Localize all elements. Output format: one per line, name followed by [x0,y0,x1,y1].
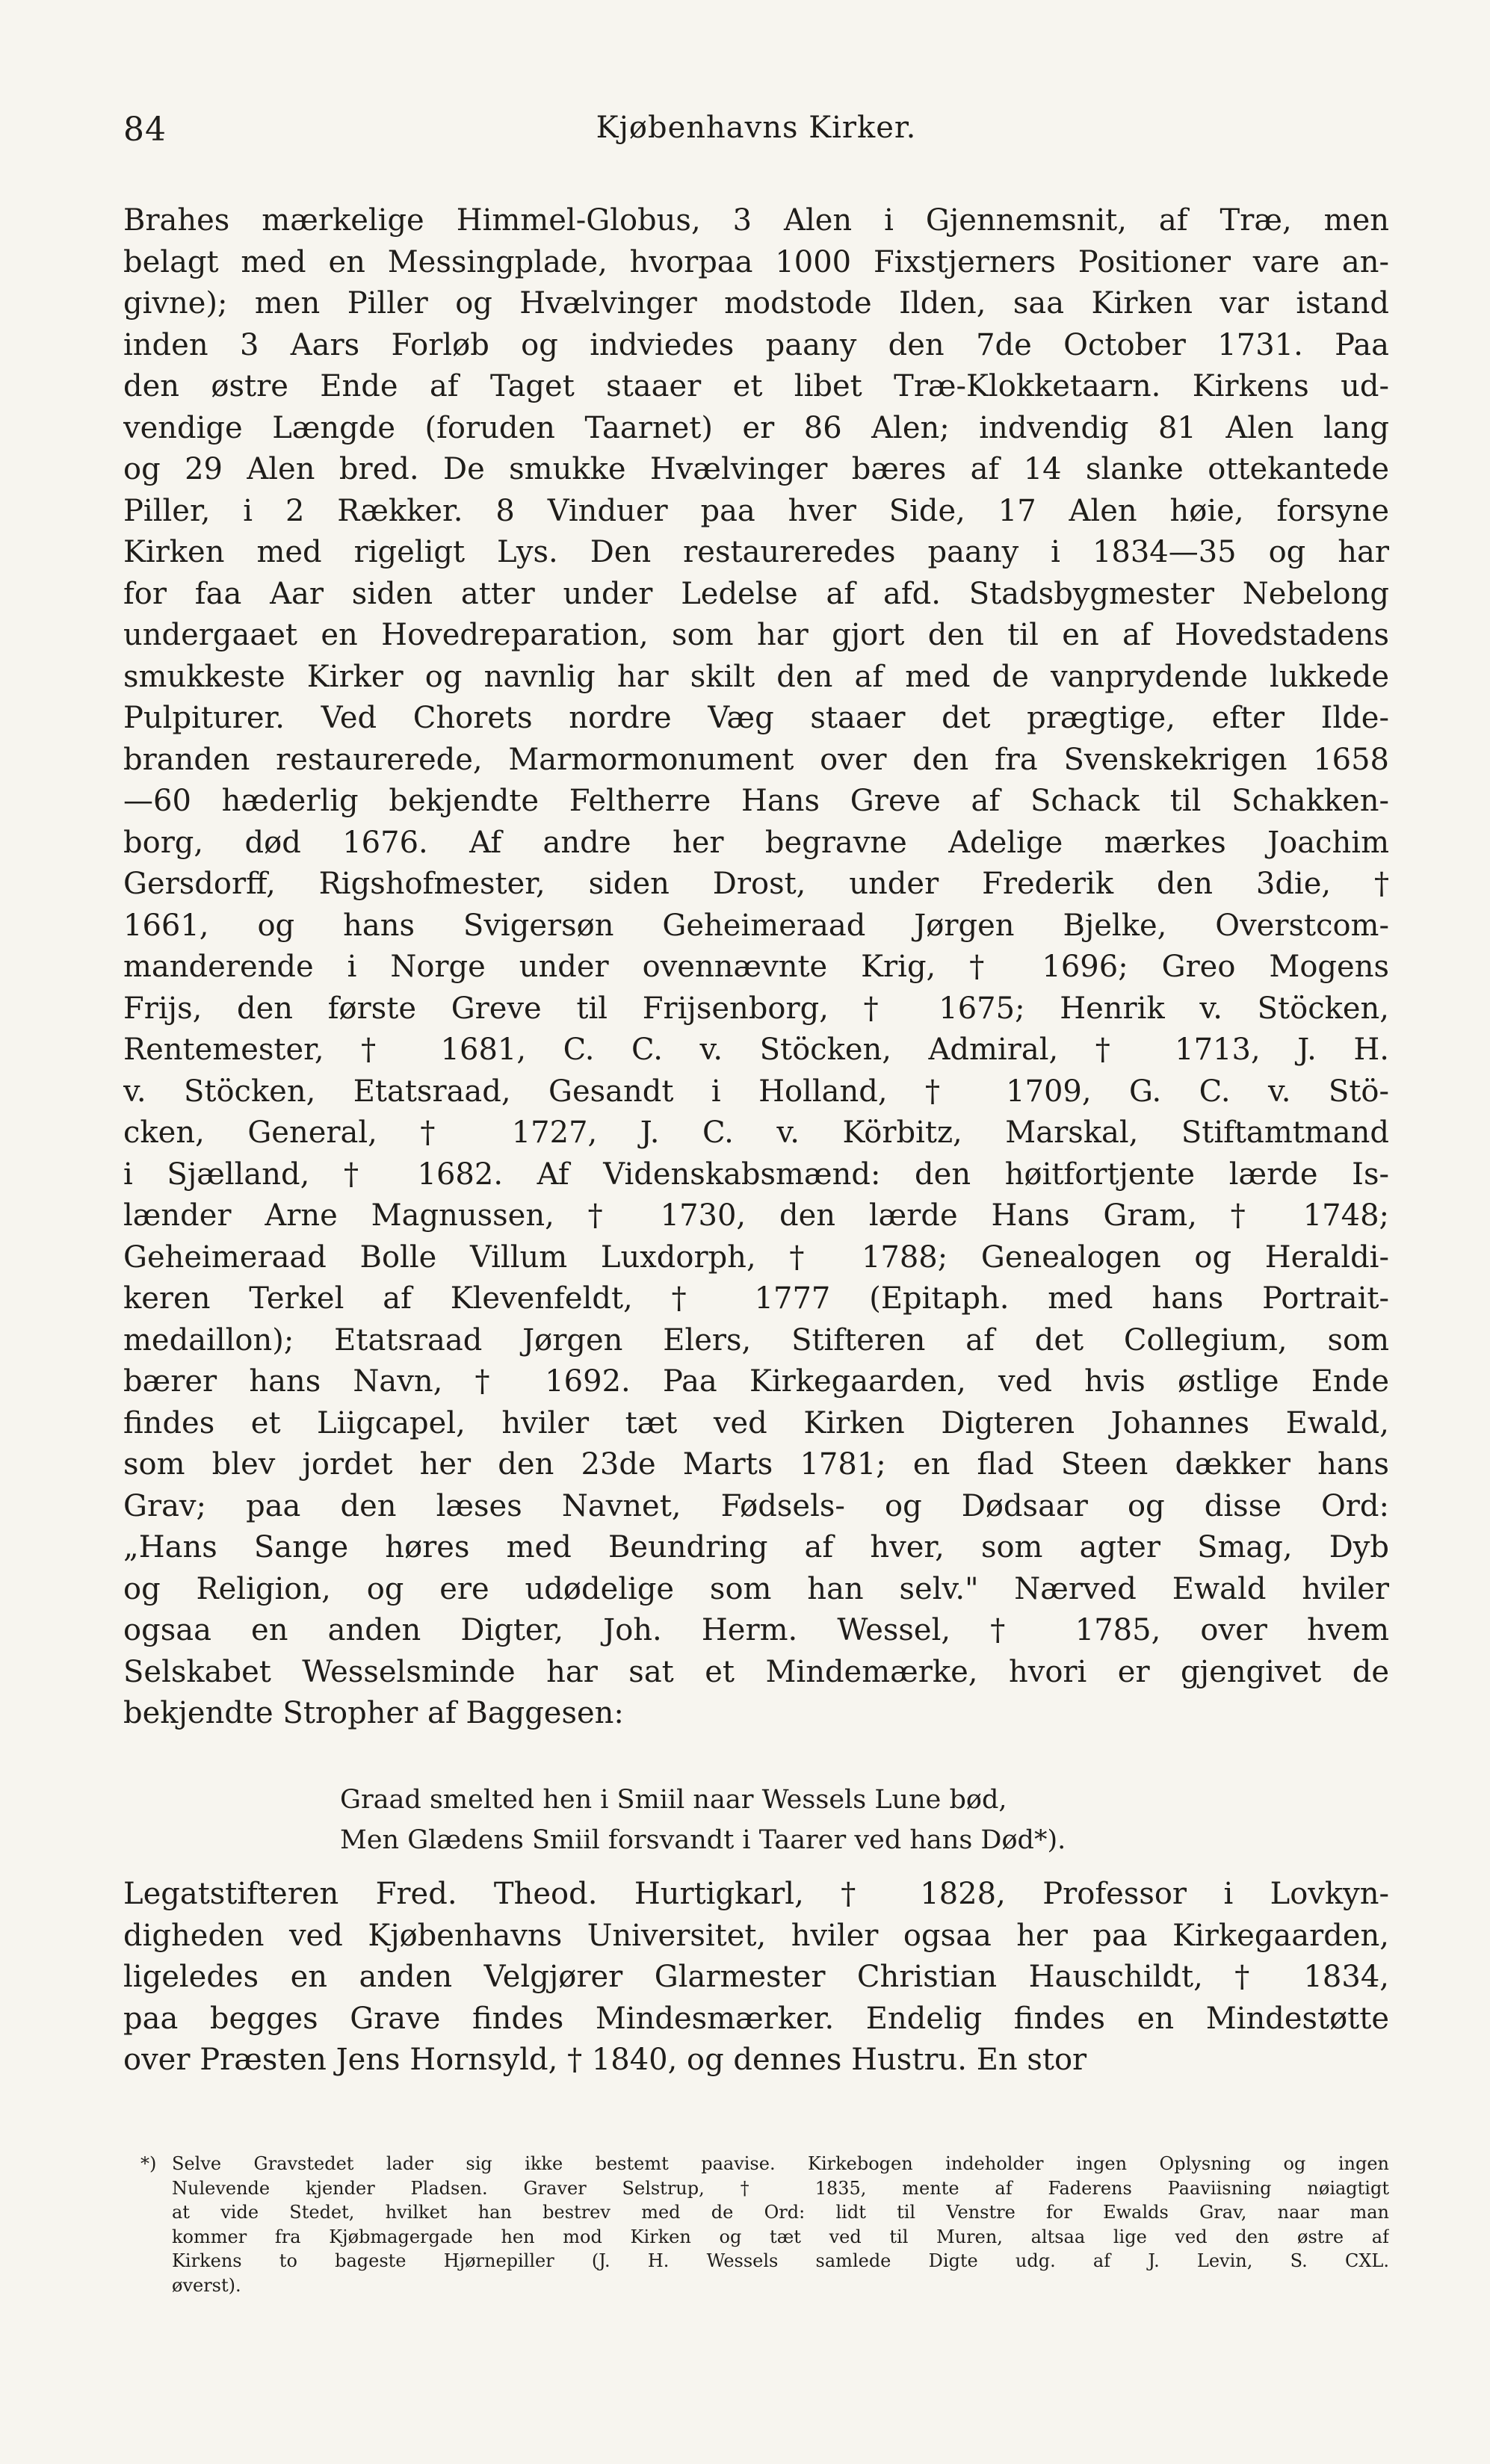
verse-line: Graad smelted hen i Smiil naar Wessels Lune bød, [340,1785,1007,1815]
footnote [140,2152,1389,2297]
text-line: Piller, i 2 Rækker. 8 Vinduer paa hver Side, 17 Alen høie, forsyne [123,493,1389,528]
text-line: v. Stöcken, Etatsraad, Gesandt i Holland, † 1709, G. C. v. Stö- [123,1074,1389,1109]
running-head: Kjøbenhavns Kirker. [596,111,917,145]
text-line: og Religion, og ere udødelige som han selv." Nærved Ewald hviler [123,1571,1389,1606]
text-line: bekjendte Stropher af Baggesen: [123,1696,624,1730]
text-line: belagt med en Messingplade, hvorpaa 1000 Fixstjerners Positioner vare an- [123,244,1389,279]
text-line: inden 3 Aars Forløb og indviedes paany den 7de October 1731. Paa [123,327,1389,362]
text-line: cken, General, † 1727, J. C. v. Körbitz, Marskal, Stiftamtmand [123,1115,1389,1150]
text-line: 1661, og hans Svigersøn Geheimeraad Jørgen Bjelke, Overstcom- [123,908,1389,943]
footnote-line: Kirkens to bageste Hjørnepiller (J. H. Wessels samlede Digte udg. af J. Levin, S. CXL. [172,2250,1389,2271]
footnote-line: kommer fra Kjøbmagergade hen mod Kirken og tæt ved til Muren, altsaa lige ved den østre af [172,2226,1389,2247]
text-line: borg, død 1676. Af andre her begravne Adelige mærkes Joachim [123,825,1389,860]
text-line: den østre Ende af Taget staaer et libet Træ-Klokketaarn. Kirkens ud- [123,369,1389,403]
text-line: vendige Længde (foruden Taarnet) er 86 Alen; indvendig 81 Alen lang [123,410,1389,445]
text-line: Grav; paa den læses Navnet, Fødsels- og Dødsaar og disse Ord: [123,1488,1389,1523]
text-line: digheden ved Kjøbenhavns Universitet, hviler ogsaa her paa Kirkegaarden, [123,1918,1389,1953]
text-line: —60 hæderlig bekjendte Feltherre Hans Greve af Schack til Schakken- [123,784,1389,818]
text-line: smukkeste Kirker og navnlig har skilt den af med de vanprydende lukkede [123,659,1389,694]
text-line: Rentemester, † 1681, C. C. v. Stöcken, Admiral, † 1713, J. H. [123,1033,1389,1067]
text-line: Gersdorff, Rigshofmester, siden Drost, under Frederik den 3die, † [123,867,1389,901]
text-line: findes et Liigcapel, hviler tæt ved Kirken Digteren Johannes Ewald, [123,1405,1389,1440]
text-line: Selskabet Wesselsminde har sat et Mindemærke, hvori er gjengivet de [123,1654,1389,1689]
footnote-line: øverst). [172,2274,241,2296]
text-line: ligeledes en anden Velgjører Glarmester Christian Hauschildt, † 1834, [123,1960,1389,1994]
text-line: Kirken med rigeligt Lys. Den restaureredes paany i 1834—35 og har [123,535,1389,569]
page-header [123,111,1389,155]
text-line: medaillon); Etatsraad Jørgen Elers, Stifteren af det Collegium, som [123,1322,1389,1358]
main-text-continued [123,1874,1389,2081]
main-text [123,200,1389,1735]
footnote-line: Nulevende kjender Pladsen. Graver Selstrup, † 1835, mente af Faderens Paaviisning nøiagtigt [172,2177,1389,2199]
text-line: Geheimeraad Bolle Villum Luxdorph, † 1788; Genealogen og Heraldi- [123,1239,1389,1275]
text-line: manderende i Norge under ovennævnte Krig, † 1696; Greo Mogens [123,950,1389,984]
text-line: givne); men Piller og Hvælvinger modstode Ilden, saa Kirken var istand [123,286,1389,321]
text-line: som blev jordet her den 23de Marts 1781; en flad Steen dækker hans [123,1447,1389,1482]
text-line: Brahes mærkelige Himmel-Globus, 3 Alen i Gjennemsnit, af Træ, men [123,203,1389,238]
text-line: og 29 Alen bred. De smukke Hvælvinger bæres af 14 slanke ottekantede [123,452,1389,486]
text-line: branden restaurerede, Marmormonument over den fra Svenskekrigen 1658 [123,742,1389,777]
page-number: 84 [123,111,167,149]
text-line: ogsaa en anden Digter, Joh. Herm. Wessel, † 1785, over hvem [123,1613,1389,1647]
footnote-marker: *) [140,2153,157,2174]
footnote-line: Selve Gravstedet lader sig ikke bestemt paavise. Kirkebogen indeholder ingen Oplysning og ingen [172,2153,1389,2174]
text-line: bærer hans Navn, † 1692. Paa Kirkegaarden, ved hvis østlige Ende [123,1364,1389,1399]
text-line: keren Terkel af Klevenfeldt, † 1777 (Epitaph. med hans Portrait- [123,1281,1389,1316]
text-line: lænder Arne Magnussen, † 1730, den lærde Hans Gram, † 1748; [123,1198,1389,1233]
text-line: „Hans Sange høres med Beundring af hver, som agter Smag, Dyb [123,1530,1389,1564]
text-line: Legatstifteren Fred. Theod. Hurtigkarl, † 1828, Professor i Lovkyn- [123,1877,1389,1911]
text-line: paa begges Grave findes Mindesmærker. Endelig findes en Mindestøtte [123,2001,1389,2036]
text-line: for faa Aar siden atter under Ledelse af afd. Stadsbygmester Nebelong [123,576,1389,611]
text-line: i Sjælland, † 1682. Af Videnskabsmænd: den høitfortjente lærde Is- [123,1157,1389,1192]
verse-line: Men Glædens Smiil forsvandt i Taarer ved hans Død*). [340,1825,1066,1855]
text-line: over Præsten Jens Hornsyld, † 1840, og dennes Hustru. En stor [123,2043,1087,2077]
footnote-line: at vide Stedet, hvilket han bestrev med de Ord: lidt til Venstre for Ewalds Grav, naar man [172,2202,1389,2223]
text-line: Frijs, den første Greve til Frijsenborg, † 1675; Henrik v. Stöcken, [123,991,1389,1026]
text-line: undergaaet en Hovedreparation, som har gjort den til en af Hovedstadens [123,618,1389,652]
quoted-verse [340,1780,1311,1860]
text-line: Pulpiturer. Ved Chorets nordre Væg staaer det prægtige, efter Ilde- [123,701,1389,735]
